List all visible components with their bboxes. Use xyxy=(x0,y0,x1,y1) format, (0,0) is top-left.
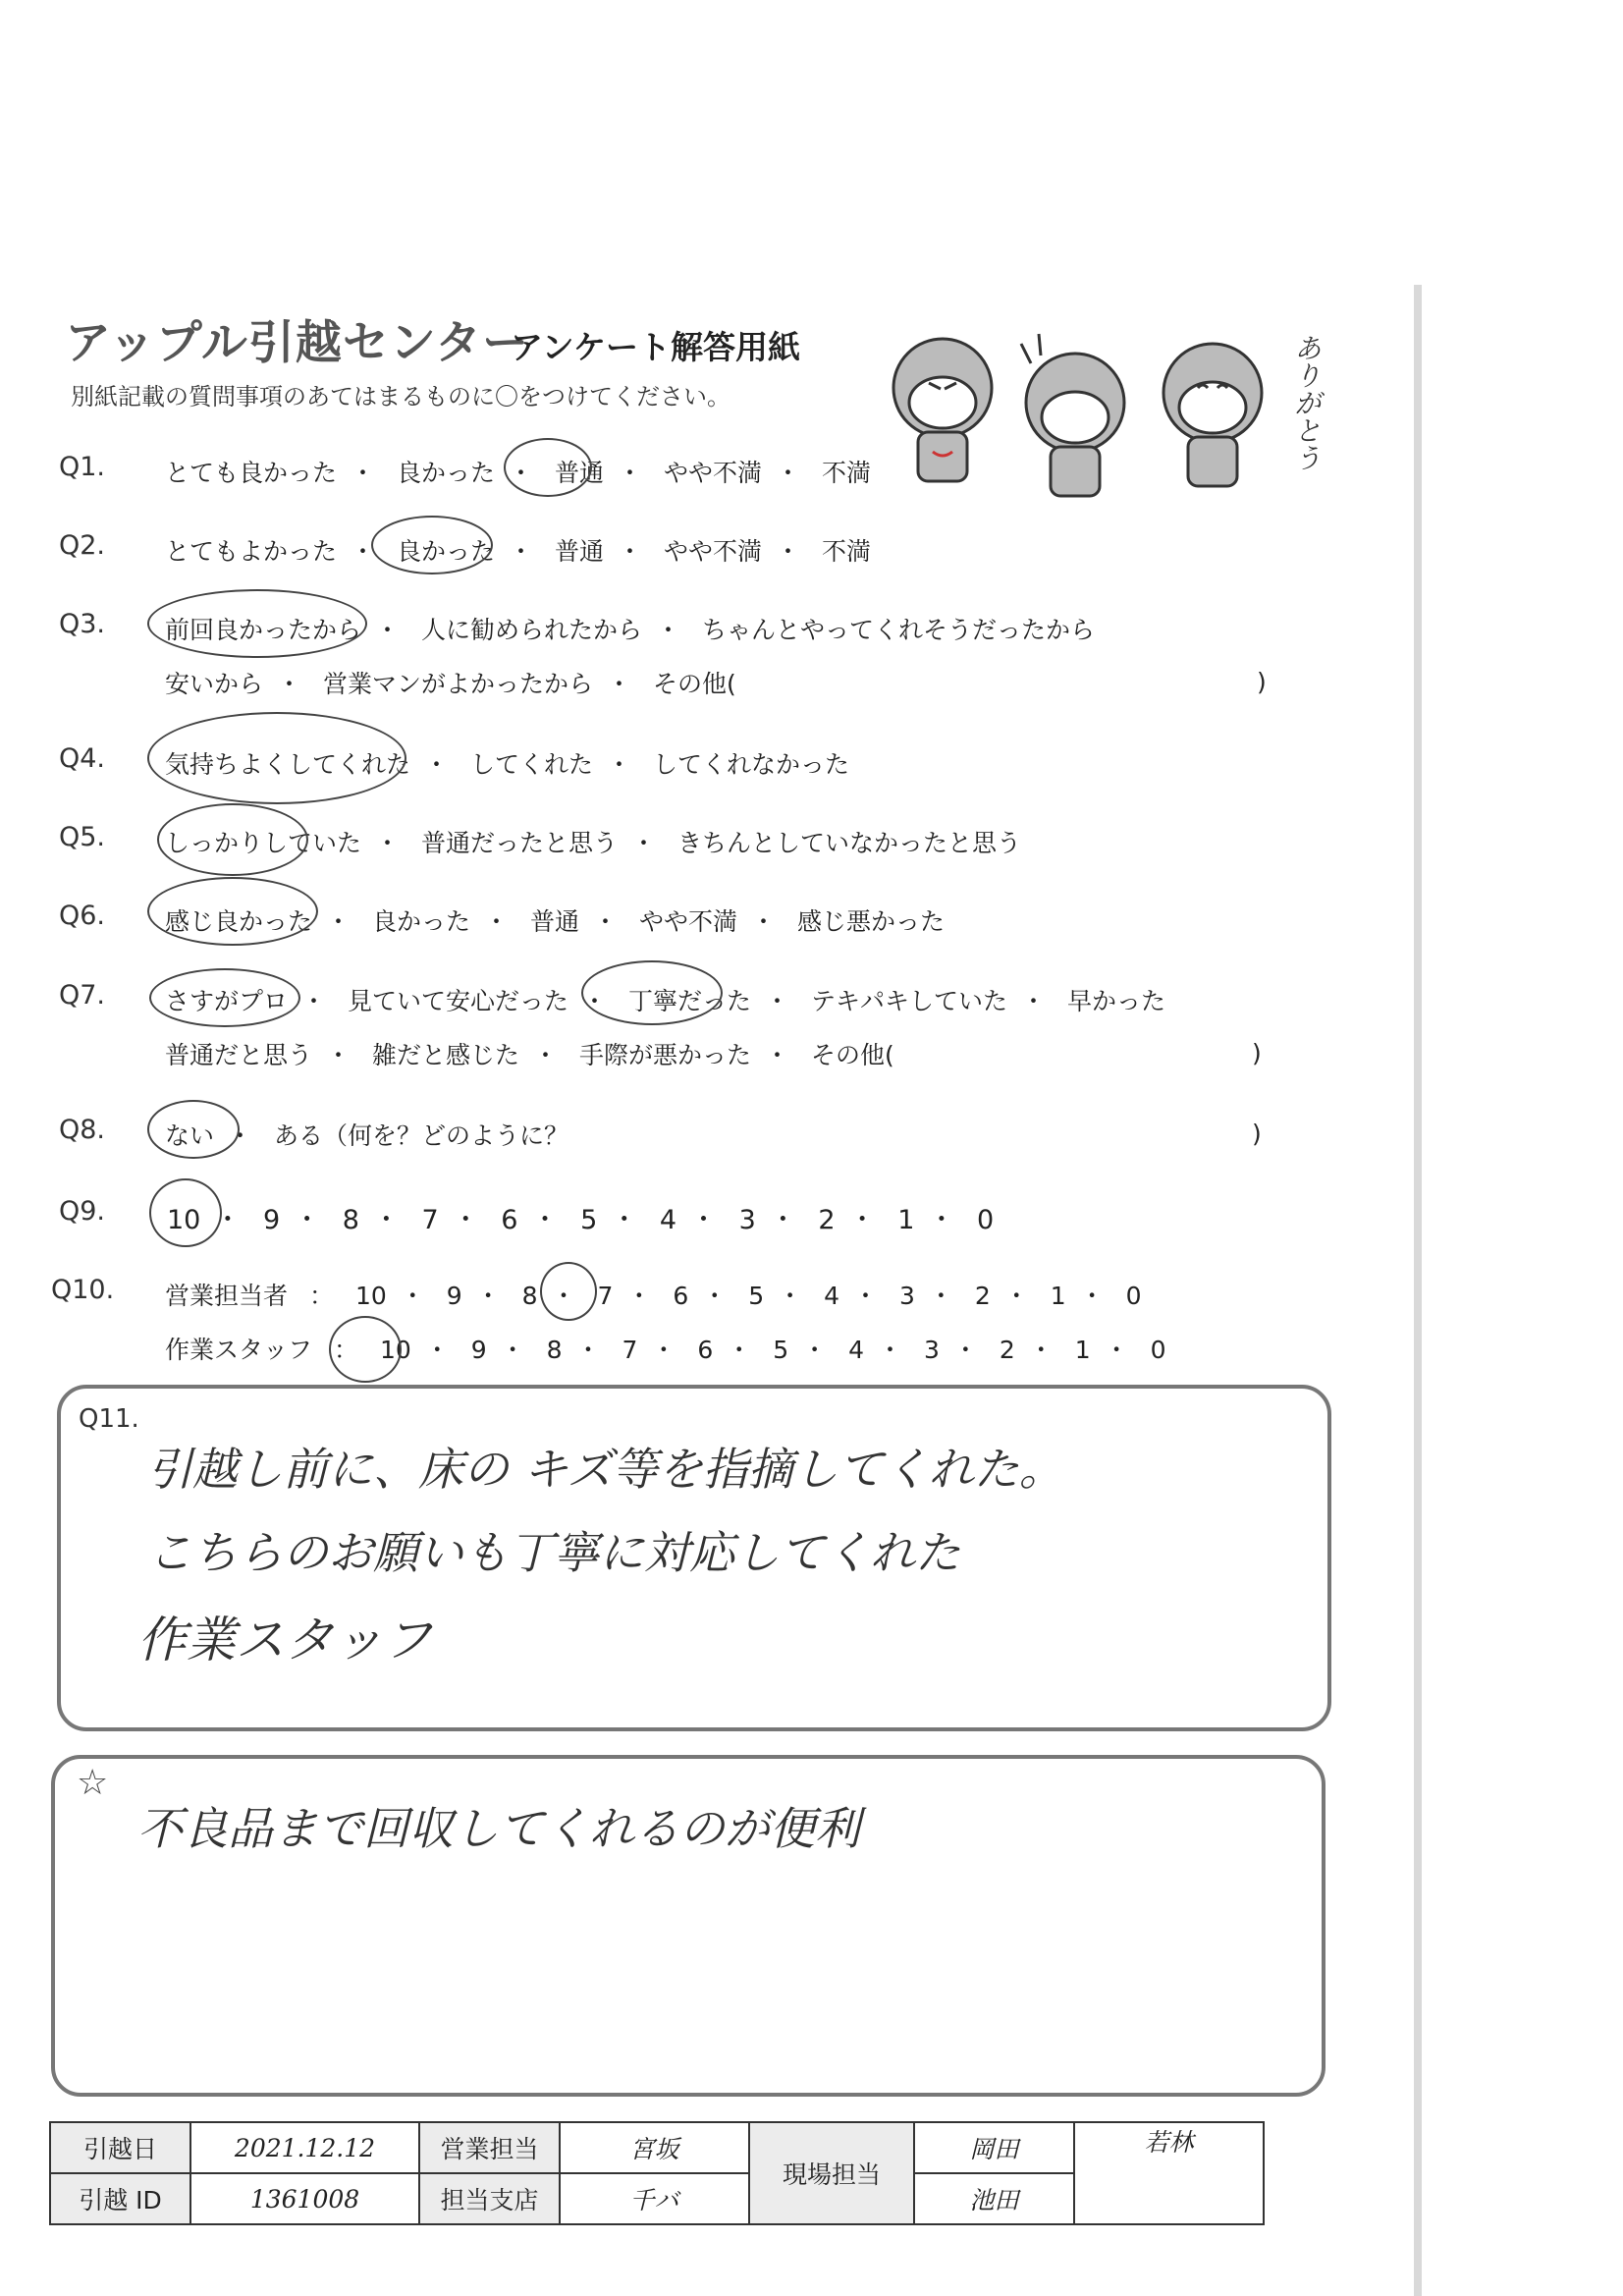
selection-circle xyxy=(371,516,493,574)
option: 人に勧められたから xyxy=(420,616,642,644)
sales-rep-label: 営業担当 xyxy=(419,2122,560,2173)
handwritten-comment: 不良品まで回収してくれるのが便利 xyxy=(137,1802,860,1855)
question-label: Q4. xyxy=(59,743,106,774)
option: 安いから xyxy=(165,670,264,698)
scale-value-selected: 7 xyxy=(597,1282,614,1310)
scale-value: 7 xyxy=(622,1336,638,1364)
selection-circle xyxy=(147,877,318,946)
mascot-2 xyxy=(1021,334,1124,496)
close-paren: ) xyxy=(1252,1120,1262,1148)
mascot-caption: ありがとう xyxy=(1290,334,1323,471)
handwritten-line: 引越し前に、床の キズ等を指摘してくれた。 xyxy=(147,1443,1064,1496)
question-options: 感じ良かった ・ 良かった ・ 普通 ・ やや不満 ・ 感じ悪かった xyxy=(165,907,945,936)
selection-circle xyxy=(149,968,300,1027)
scale-value: 2 xyxy=(974,1282,991,1310)
option: 手際が悪かった xyxy=(578,1041,751,1069)
scale-value: 0 xyxy=(1125,1282,1142,1310)
question-options: とてもよかった ・ 良かった ・ 普通 ・ やや不満 ・ 不満 xyxy=(165,537,871,566)
form-title: アンケート解答用紙 xyxy=(511,328,801,366)
scale-value: 9 xyxy=(262,1205,281,1235)
option-selected: 前回良かったから xyxy=(165,616,362,644)
selection-circle xyxy=(329,1316,402,1383)
selection-circle xyxy=(147,712,406,804)
option: してくれなかった xyxy=(652,750,849,779)
selection-circle xyxy=(540,1262,597,1321)
option: 良かった xyxy=(396,459,495,487)
option: とても良かった xyxy=(165,459,338,487)
scale-value: 9 xyxy=(470,1336,487,1364)
star-icon: ☆ xyxy=(77,1763,109,1803)
option: 普通 xyxy=(554,537,604,566)
scale-value: 7 xyxy=(421,1205,439,1235)
move-info-table xyxy=(49,2121,1265,2225)
selection-circle xyxy=(581,960,723,1025)
company-name: アップル引越センター xyxy=(65,316,529,370)
option: 早かった xyxy=(1066,987,1165,1015)
mascot-illustration xyxy=(864,324,1316,501)
scale-value: 8 xyxy=(342,1205,359,1235)
option: とてもよかった xyxy=(165,537,338,566)
question-options: ない ・ ある（何を？どのように？ xyxy=(165,1121,568,1150)
option-selected: 良かった xyxy=(396,537,495,566)
question-label: Q1. xyxy=(59,452,106,482)
option: 営業マンがよかったから xyxy=(322,670,593,698)
q10-row-staff: 作業スタッフ ： 10 ・ 9 ・ 8 ・ 7 ・ 6 ・ 5 ・ 4 ・ 3 ・ 2 ・ 1 ・ 0 xyxy=(165,1336,1166,1364)
branch-label: 担当支店 xyxy=(419,2173,560,2224)
option: 普通 xyxy=(529,907,579,936)
page-edge xyxy=(1414,285,1422,2296)
move-id-label: 引越 ID xyxy=(50,2173,190,2224)
question-label: Q7. xyxy=(59,980,106,1011)
scale-value: 4 xyxy=(659,1205,677,1235)
move-date-value: 2021.12.12 xyxy=(190,2122,419,2173)
scale-value: 8 xyxy=(521,1282,538,1310)
option: きちんとしていなかったと思う xyxy=(676,829,1021,857)
q10-row-sales: 営業担当者 ： 10 ・ 9 ・ 8 ・ 7 ・ 6 ・ 5 ・ 4 ・ 3 ・ 2 ・ 1 ・ 0 xyxy=(165,1282,1142,1310)
scale-value: 4 xyxy=(848,1336,864,1364)
scale-value: 4 xyxy=(824,1282,839,1310)
row-name: 作業スタッフ xyxy=(165,1336,313,1364)
scale-value: 6 xyxy=(673,1282,689,1310)
question-label: Q5. xyxy=(59,822,106,852)
option: 不満 xyxy=(821,537,871,566)
scale-value: 6 xyxy=(697,1336,714,1364)
move-date-label: 引越日 xyxy=(50,2122,190,2173)
option: 良かった xyxy=(371,907,470,936)
scale-value: 1 xyxy=(1050,1282,1066,1310)
row-name: 営業担当者 xyxy=(165,1282,289,1310)
option: 不満 xyxy=(821,459,871,487)
option: テキパキしていた xyxy=(810,987,1007,1015)
site-staff-value: 岡田 xyxy=(914,2122,1074,2173)
question-options: しっかりしていた ・ 普通だったと思う ・ きちんとしていなかったと思う xyxy=(165,829,1021,857)
question-options: さすがプロ ・ 見ていて安心だった ・ 丁寧だった ・ テキパキしていた ・ 早かった xyxy=(165,987,1165,1015)
site-staff-label: 現場担当 xyxy=(749,2122,914,2224)
option-selected: 丁寧だった xyxy=(627,987,751,1015)
selection-circle xyxy=(149,1178,222,1247)
question-label: Q9. xyxy=(59,1196,106,1227)
scale-value: 8 xyxy=(546,1336,563,1364)
question-options: とても良かった ・ 良かった ・ 普通 ・ やや不満 ・ 不満 xyxy=(165,459,871,487)
question-options-line2: 安いから ・ 営業マンがよかったから ・ その他( xyxy=(165,670,736,698)
option-selected: しっかりしていた xyxy=(165,829,362,857)
option: その他( xyxy=(652,670,736,698)
close-paren: ) xyxy=(1252,1039,1262,1067)
option: 普通だったと思う xyxy=(420,829,618,857)
scale-value: 5 xyxy=(773,1336,789,1364)
selection-circle xyxy=(157,803,308,876)
option: やや不満 xyxy=(638,907,737,936)
question-label: Q11. xyxy=(79,1404,139,1434)
scale-value: 0 xyxy=(976,1205,995,1235)
scale-value-selected: 10 xyxy=(379,1336,411,1364)
handwritten-line: こちらのお願いも丁寧に対応してくれた xyxy=(147,1526,960,1579)
option-selected: さすがプロ xyxy=(165,987,289,1015)
q9-scale: 10 ・ 9 ・ 8 ・ 7 ・ 6 ・ 5 ・ 4 ・ 3 ・ 2 ・ 1 ・ 0 xyxy=(167,1205,995,1235)
site-staff-value: 若林 xyxy=(1074,2122,1264,2224)
site-staff-value: 池田 xyxy=(914,2173,1074,2224)
question-label: Q2. xyxy=(59,530,106,561)
option: ちゃんとやってくれそうだったから xyxy=(701,616,1095,644)
scale-value: 6 xyxy=(501,1205,518,1235)
scale-value: 3 xyxy=(923,1336,940,1364)
selection-circle xyxy=(147,1100,240,1159)
option: その他( xyxy=(810,1041,894,1069)
question-label: Q8. xyxy=(59,1115,106,1145)
option: やや不満 xyxy=(663,459,762,487)
close-paren: ) xyxy=(1257,668,1267,696)
option: 雑だと感じた xyxy=(371,1041,519,1069)
question-label: Q6. xyxy=(59,901,106,931)
selection-circle xyxy=(504,438,592,497)
question-label: Q3. xyxy=(59,609,106,639)
option-selected: 感じ良かった xyxy=(165,907,313,936)
scale-value: 9 xyxy=(446,1282,462,1310)
scale-value: 1 xyxy=(1074,1336,1091,1364)
move-id-value: 1361008 xyxy=(190,2173,419,2224)
question-options: 前回良かったから ・ 人に勧められたから ・ ちゃんとやってくれそうだったから xyxy=(165,616,1095,644)
scale-value: 2 xyxy=(818,1205,836,1235)
instruction-text: 別紙記載の質問事項のあてはまるものに〇をつけてください。 xyxy=(71,383,730,410)
mascot-1 xyxy=(893,339,992,481)
mascot-3 xyxy=(1163,344,1262,486)
handwritten-line: 作業スタッフ xyxy=(137,1612,432,1668)
option: ある（何を？どのように？ xyxy=(273,1121,568,1150)
scale-value: 5 xyxy=(580,1205,598,1235)
option: やや不満 xyxy=(663,537,762,566)
question-options-line2: 普通だと思う ・ 雑だと感じた ・ 手際が悪かった ・ その他( xyxy=(165,1041,894,1069)
scale-value: 5 xyxy=(748,1282,765,1310)
question-options: 気持ちよくしてくれた ・ してくれた ・ してくれなかった xyxy=(165,750,849,779)
scale-value: 0 xyxy=(1150,1336,1166,1364)
scale-value: 3 xyxy=(898,1282,915,1310)
scale-value: 1 xyxy=(897,1205,915,1235)
option-selected: 普通 xyxy=(554,459,604,487)
branch-value: 千バ xyxy=(560,2173,749,2224)
option-selected: ない xyxy=(165,1121,215,1150)
scale-value-selected: 10 xyxy=(167,1205,201,1235)
option-selected: 気持ちよくしてくれた xyxy=(165,750,411,779)
option: してくれた xyxy=(469,750,593,779)
question-label: Q10. xyxy=(51,1275,115,1305)
sales-rep-value: 宮坂 xyxy=(560,2122,749,2173)
scale-value: 3 xyxy=(738,1205,756,1235)
selection-circle xyxy=(147,589,367,658)
option: 普通だと思う xyxy=(165,1041,313,1069)
option: 見ていて安心だった xyxy=(347,987,568,1015)
scale-value: 2 xyxy=(999,1336,1015,1364)
scale-value: 10 xyxy=(354,1282,387,1310)
option: 感じ悪かった xyxy=(796,907,945,936)
